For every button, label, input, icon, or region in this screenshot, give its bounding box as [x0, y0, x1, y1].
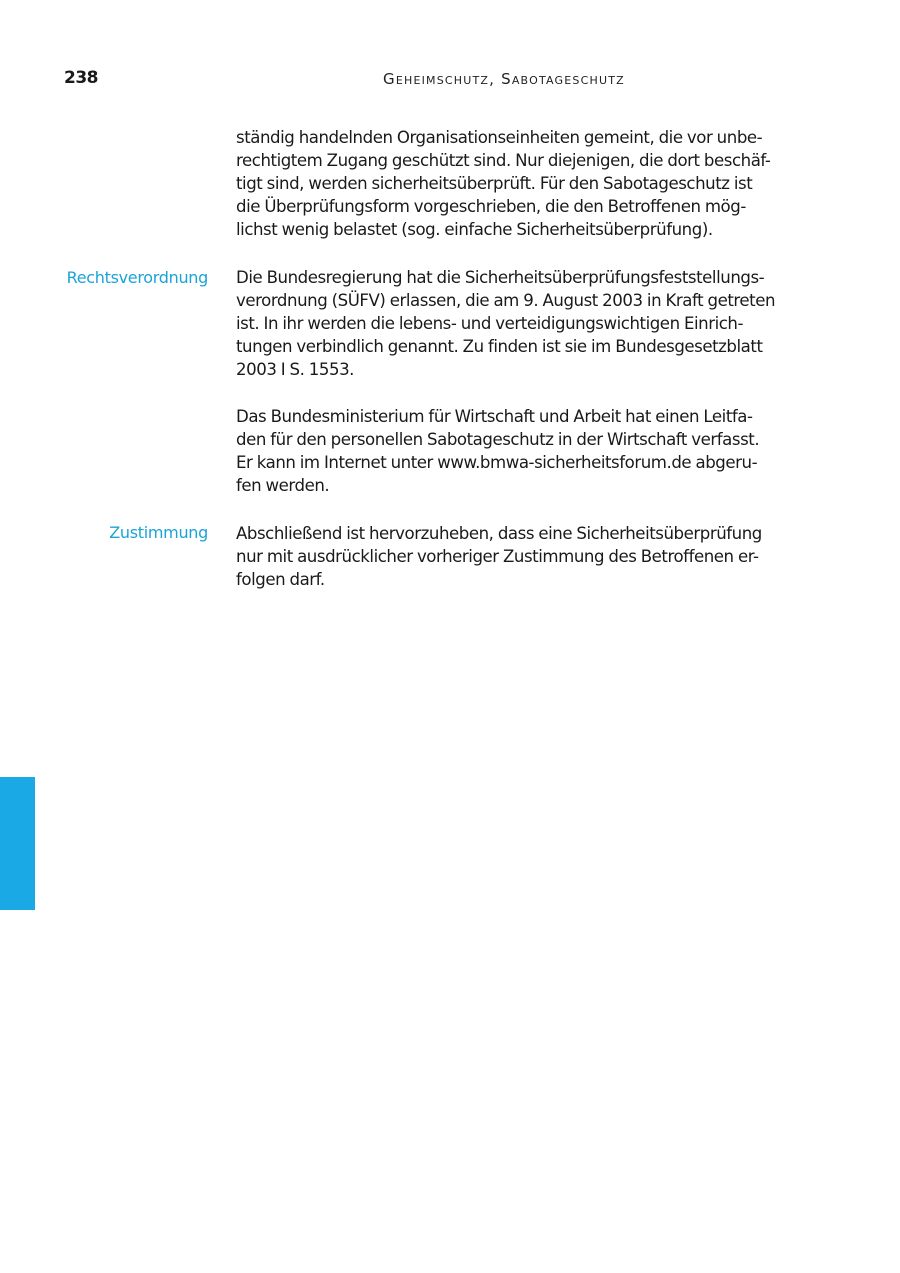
text-line: ist. In ihr werden die lebens- und verteidigungswichtigen Einrich- [236, 314, 744, 333]
paragraph-4 [236, 522, 806, 591]
text-line: den für den personellen Sabotageschutz in der Wirtschaft verfasst. [236, 430, 760, 449]
text-line: verordnung (SÜFV) erlassen, die am 9. August 2003 in Kraft getreten [236, 291, 776, 310]
text-line: folgen darf. [236, 570, 325, 589]
paragraph-3 [236, 405, 806, 497]
text-line: Die Bundesregierung hat die Sicherheitsüberprüfungsfeststellungs- [236, 268, 765, 287]
text-line: Er kann im Internet unter www.bmwa-sicherheitsforum.de abgeru- [236, 453, 758, 472]
margin-note-rechtsverordnung: Rechtsverordnung [66, 268, 208, 287]
paragraph-2 [236, 266, 806, 381]
text-line: 2003 I S. 1553. [236, 360, 355, 379]
running-header: Geheimschutz, Sabotageschutz [383, 70, 625, 88]
margin-note-zustimmung: Zustimmung [109, 523, 208, 542]
text-line: tigt sind, werden sicherheitsüberprüft. Für den Sabotageschutz ist [236, 174, 753, 193]
text-line: fen werden. [236, 476, 330, 495]
text-line: lichst wenig belastet (sog. einfache Sicherheitsüberprüfung). [236, 220, 713, 239]
text-line: rechtigtem Zugang geschützt sind. Nur diejenigen, die dort beschäf- [236, 151, 771, 170]
text-line: tungen verbindlich genannt. Zu finden ist sie im Bundesgesetzblatt [236, 337, 763, 356]
text-line: die Überprüfungsform vorgeschrieben, die den Betroffenen mög- [236, 197, 746, 216]
text-line: nur mit ausdrücklicher vorheriger Zustimmung des Betroffenen er- [236, 547, 759, 566]
text-line: Abschließend ist hervorzuheben, dass eine Sicherheitsüberprüfung [236, 524, 762, 543]
chapter-side-tab [0, 777, 35, 910]
page-number: 238 [64, 68, 98, 88]
paragraph-1 [236, 126, 806, 241]
text-line: ständig handelnden Organisationseinheiten gemeint, die vor unbe- [236, 128, 763, 147]
text-line: Das Bundesministerium für Wirtschaft und Arbeit hat einen Leitfa- [236, 407, 753, 426]
